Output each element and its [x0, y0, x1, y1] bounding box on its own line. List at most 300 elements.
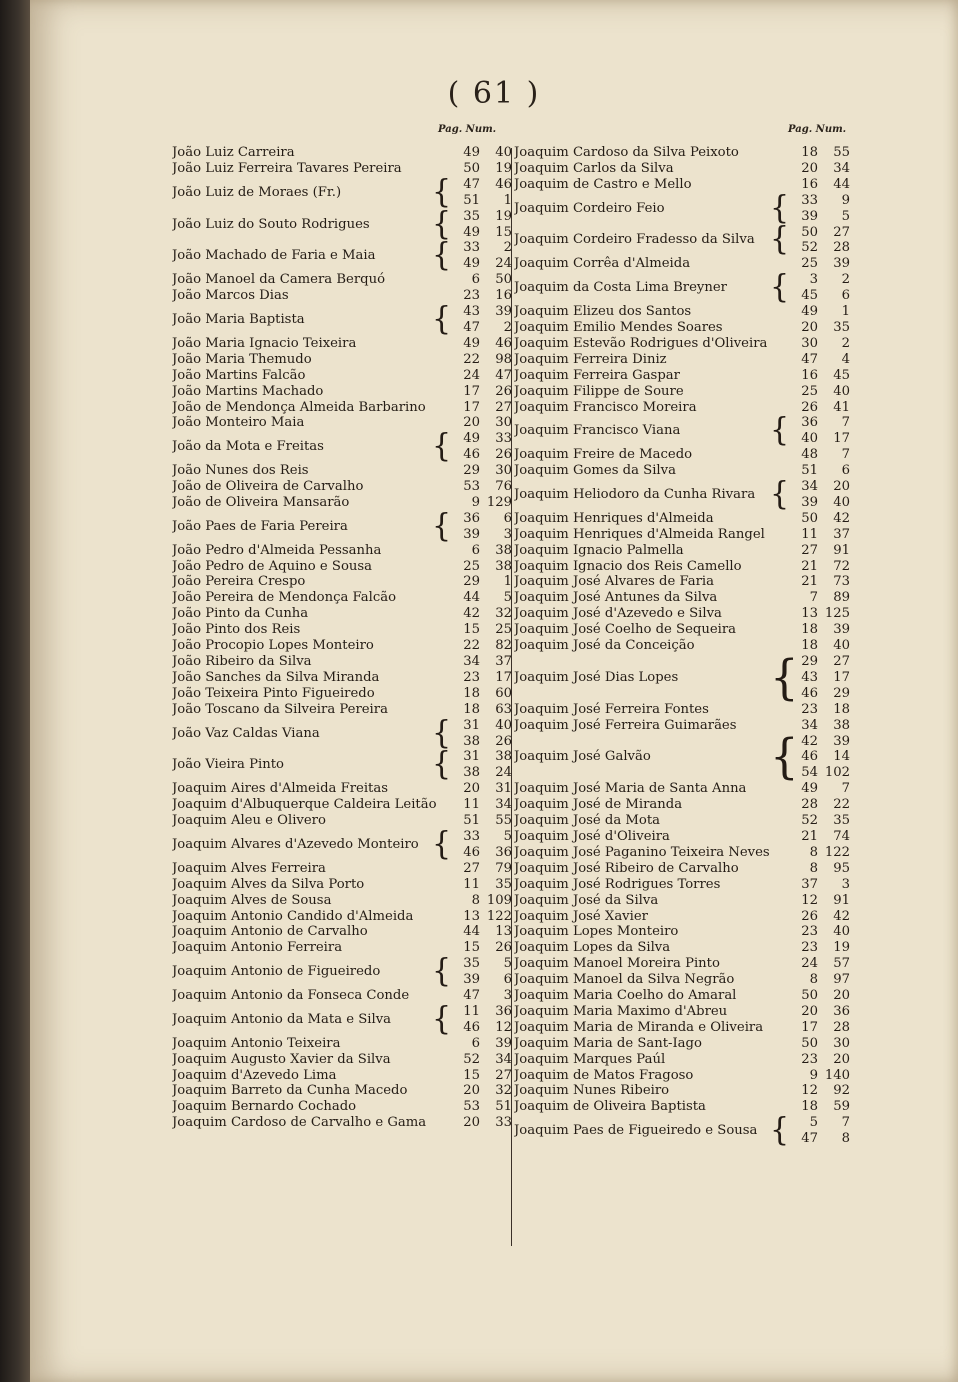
entry-name: Joaquim José d'Oliveira [514, 828, 670, 844]
number-ref: 29 [833, 685, 850, 701]
reference-pair [784, 861, 850, 877]
reference-pair [784, 940, 850, 956]
page-ref: 21 [801, 574, 818, 590]
number-ref: 39 [833, 622, 850, 638]
index-entry [514, 718, 850, 734]
entry-name: João de Oliveira de Carvalho [172, 479, 364, 495]
index-entry [514, 256, 850, 272]
reference-pair [784, 511, 850, 527]
entry-references [446, 288, 512, 304]
entry-references [446, 161, 512, 177]
entry-references [784, 1083, 850, 1099]
index-entry [172, 940, 512, 956]
index-entry [172, 877, 512, 893]
page-ref: 25 [463, 558, 480, 574]
index-entry [514, 797, 850, 813]
number-ref: 19 [495, 160, 512, 176]
entry-name: Joaquim José Galvão [514, 749, 651, 765]
number-ref: 36 [495, 1003, 512, 1019]
page-ref: 11 [801, 526, 818, 542]
entry-references [446, 877, 512, 893]
page-ref: 17 [801, 1019, 818, 1035]
page-ref: 7 [809, 590, 818, 606]
entry-references [784, 304, 850, 320]
number-ref: 5 [841, 208, 850, 224]
entry-references [784, 193, 850, 225]
number-ref: 36 [833, 1003, 850, 1019]
brace-icon: { [432, 746, 452, 784]
number-ref: 95 [833, 860, 850, 876]
entry-name: Joaquim José d'Azevedo e Silva [514, 606, 722, 622]
number-ref: 60 [495, 685, 512, 701]
page-ref: 43 [801, 669, 818, 685]
number-ref: 26 [495, 940, 512, 956]
page-ref: 49 [801, 781, 818, 797]
entry-name: Joaquim Antonio da Fonseca Conde [172, 988, 410, 1004]
entry-name: João Martins Machado [172, 383, 324, 399]
entry-name: João Toscano da Silveira Pereira [172, 701, 388, 717]
number-ref: 42 [833, 510, 850, 526]
entry-references [784, 797, 850, 813]
reference-pair [784, 161, 850, 177]
entry-references [784, 256, 850, 272]
reference-pair [446, 177, 512, 193]
page-ref: 52 [801, 240, 818, 256]
number-ref: 72 [833, 558, 850, 574]
index-entry [172, 428, 512, 466]
index-entry [172, 1052, 512, 1068]
entry-references [446, 670, 512, 686]
index-entry [514, 988, 850, 1004]
page-ref: 30 [801, 335, 818, 351]
entry-name: Joaquim José da Mota [514, 813, 661, 829]
entry-references [446, 209, 512, 241]
number-ref: 27 [495, 1067, 512, 1083]
entry-name: Joaquim de Oliveira Baptista [514, 1099, 706, 1115]
reference-pair [446, 320, 512, 336]
index-entry [514, 781, 850, 797]
entry-name: Joaquim José de Miranda [514, 797, 683, 813]
entry-references [446, 924, 512, 940]
page-ref: 33 [801, 192, 818, 208]
index-entry [514, 940, 850, 956]
index-entry [514, 1112, 850, 1150]
index-entry [514, 476, 850, 513]
entry-references [446, 909, 512, 925]
number-ref: 6 [841, 288, 850, 304]
index-entry [514, 729, 850, 785]
index-entry [172, 893, 512, 909]
page-ref: 25 [801, 383, 818, 399]
entry-name: Joaquim Antonio Candido d'Almeida [172, 908, 414, 924]
page-ref: 23 [801, 1051, 818, 1067]
number-ref: 17 [495, 669, 512, 685]
number-ref: 36 [495, 844, 512, 860]
entry-references [446, 463, 512, 479]
reference-pair [446, 511, 512, 527]
number-ref: 76 [495, 479, 512, 495]
entry-name: João Pereira de Mendonça Falcão [172, 590, 397, 606]
entry-name: João de Mendonça Almeida Barbarino [172, 399, 426, 415]
number-ref: 50 [495, 272, 512, 288]
entry-name: João Maria Themudo [172, 351, 312, 367]
number-ref: 8 [841, 1131, 850, 1147]
number-ref: 26 [495, 733, 512, 749]
page-ref: 33 [463, 240, 480, 256]
column-header-left: Pag. Num. [438, 124, 497, 135]
index-entry [514, 400, 850, 416]
entry-name: Joaquim Francisco Viana [514, 423, 681, 439]
number-ref: 40 [495, 717, 512, 733]
entry-references [446, 272, 512, 288]
entry-references [446, 574, 512, 590]
entry-name: Joaquim Maria de Miranda e Oliveira [514, 1019, 764, 1035]
page-ref: 51 [801, 463, 818, 479]
number-ref: 98 [495, 351, 512, 367]
number-ref: 3 [841, 876, 850, 892]
entry-name: João Monteiro Maia [172, 415, 305, 431]
index-entry [514, 447, 850, 463]
entry-references [446, 304, 512, 336]
number-ref: 13 [495, 924, 512, 940]
number-ref: 35 [495, 876, 512, 892]
entry-name: João Vaz Caldas Viana [172, 725, 320, 741]
number-ref: 97 [833, 972, 850, 988]
index-entry [172, 507, 512, 545]
page-ref: 18 [463, 701, 480, 717]
index-entry [172, 288, 512, 304]
entry-name: Joaquim Manoel da Silva Negrão [514, 972, 735, 988]
index-entry [172, 1083, 512, 1099]
number-ref: 44 [833, 176, 850, 192]
number-ref: 1 [841, 304, 850, 320]
entry-references [446, 1036, 512, 1052]
entry-references [446, 956, 512, 988]
reference-pair [446, 1004, 512, 1020]
reference-pair [446, 225, 512, 241]
page-ref: 6 [471, 542, 480, 558]
page-ref: 20 [463, 415, 480, 431]
number-ref: 2 [841, 272, 850, 288]
index-entry [172, 145, 512, 161]
brace-icon: { [770, 269, 790, 307]
page-ref: 27 [801, 542, 818, 558]
reference-pair [784, 1115, 850, 1131]
reference-pair [784, 559, 850, 575]
entry-references [784, 956, 850, 972]
number-ref: 20 [833, 1051, 850, 1067]
entry-references [446, 590, 512, 606]
entry-references [446, 431, 512, 463]
reference-pair [784, 956, 850, 972]
entry-name: Joaquim Corrêa d'Almeida [514, 256, 691, 272]
number-ref: 7 [841, 415, 850, 431]
number-ref: 125 [824, 606, 850, 622]
page-ref: 35 [463, 208, 480, 224]
page-ref: 24 [463, 367, 480, 383]
reference-pair [784, 829, 850, 845]
entry-name: Joaquim Maria Maximo d'Abreu [514, 1003, 728, 1019]
number-ref: 5 [503, 828, 512, 844]
entry-references [784, 893, 850, 909]
reference-pair [784, 590, 850, 606]
entry-references [446, 702, 512, 718]
entry-name: João Nunes dos Reis [172, 463, 309, 479]
reference-pair [446, 240, 512, 256]
page-ref: 46 [801, 685, 818, 701]
number-ref: 109 [486, 892, 512, 908]
page-ref: 50 [801, 510, 818, 526]
index-entry [172, 797, 512, 813]
reference-pair [784, 877, 850, 893]
page-ref: 22 [463, 351, 480, 367]
index-entry [514, 829, 850, 845]
reference-pair [446, 1036, 512, 1052]
index-entry [514, 574, 850, 590]
entry-name: Joaquim Gomes da Silva [514, 463, 676, 479]
index-entry [172, 463, 512, 479]
page-ref: 18 [801, 638, 818, 654]
reference-pair [784, 1036, 850, 1052]
index-entry [514, 924, 850, 940]
entry-name: Joaquim Paes de Figueiredo e Sousa [514, 1123, 758, 1139]
number-ref: 51 [495, 1099, 512, 1115]
entry-name: Joaquim de Castro e Mello [514, 176, 692, 192]
page-ref: 49 [463, 431, 480, 447]
index-entry [172, 495, 512, 511]
page-ref: 45 [801, 288, 818, 304]
entry-name: Joaquim José Dias Lopes [514, 669, 679, 685]
page-ref: 42 [801, 733, 818, 749]
reference-pair [784, 845, 850, 861]
entry-references [784, 606, 850, 622]
reference-pair [784, 797, 850, 813]
page-ref: 26 [801, 908, 818, 924]
entry-references [784, 574, 850, 590]
index-entry [172, 479, 512, 495]
entry-name: João Paes de Faria Pereira [172, 518, 348, 534]
entry-references [446, 813, 512, 829]
reference-pair [784, 1131, 850, 1147]
page-ref: 51 [463, 813, 480, 829]
page-ref: 47 [463, 988, 480, 1004]
entry-name: Joaquim Heliodoro da Cunha Rivara [514, 486, 756, 502]
entry-references [784, 527, 850, 543]
entry-references [446, 861, 512, 877]
page-ref: 23 [463, 288, 480, 304]
entry-references [446, 1099, 512, 1115]
index-entry [172, 352, 512, 368]
page-ref: 21 [801, 558, 818, 574]
reference-pair [784, 240, 850, 256]
index-entry [514, 1083, 850, 1099]
page-ref: 49 [463, 224, 480, 240]
reference-pair [784, 1099, 850, 1115]
page-ref: 46 [801, 749, 818, 765]
reference-pair [446, 924, 512, 940]
index-entry [514, 559, 850, 575]
number-ref: 32 [495, 606, 512, 622]
index-entry [172, 1099, 512, 1115]
number-ref: 39 [495, 1035, 512, 1051]
number-ref: 39 [495, 304, 512, 320]
number-ref: 22 [833, 797, 850, 813]
page-ref: 50 [801, 988, 818, 1004]
index-entry [514, 813, 850, 829]
index-entry [514, 221, 850, 259]
page-ref: 17 [463, 399, 480, 415]
entry-name: João Marcos Dias [172, 288, 289, 304]
reference-pair [446, 527, 512, 543]
index-entry [514, 1020, 850, 1036]
index-entry [514, 161, 850, 177]
entry-references [446, 654, 512, 670]
entry-name: Joaquim Freire de Macedo [514, 447, 693, 463]
reference-pair [446, 813, 512, 829]
brace-icon: { [770, 221, 790, 259]
page-ref: 42 [463, 606, 480, 622]
number-ref: 46 [495, 176, 512, 192]
number-ref: 34 [495, 1051, 512, 1067]
entry-references [446, 479, 512, 495]
entry-name: Joaquim Estevão Rodrigues d'Oliveira [514, 335, 768, 351]
entry-references [446, 1083, 512, 1099]
number-ref: 16 [495, 288, 512, 304]
brace-icon: { [770, 729, 799, 785]
reference-pair [446, 861, 512, 877]
number-ref: 2 [503, 240, 512, 256]
number-ref: 30 [495, 463, 512, 479]
index-entry [172, 1000, 512, 1038]
entry-name: João Luiz Ferreira Tavares Pereira [172, 160, 402, 176]
brace-icon: { [432, 825, 452, 863]
page-ref: 47 [801, 1131, 818, 1147]
entry-references [446, 606, 512, 622]
page-ref: 8 [471, 892, 480, 908]
index-entry [514, 304, 850, 320]
index-entry [514, 1052, 850, 1068]
entry-references [784, 845, 850, 861]
index-column-left [172, 145, 512, 1131]
entry-name: Joaquim Carlos da Silva [514, 160, 674, 176]
index-column-right [514, 145, 850, 1150]
index-entry [514, 511, 850, 527]
entry-name: Joaquim Alves da Silva Porto [172, 876, 365, 892]
number-ref: 34 [495, 797, 512, 813]
index-entry [172, 702, 512, 718]
entry-name: João Pinto da Cunha [172, 606, 309, 622]
entry-name: Joaquim José Alvares de Faria [514, 574, 714, 590]
index-entry [172, 1115, 512, 1131]
page-ref: 8 [809, 844, 818, 860]
entry-references [446, 686, 512, 702]
entry-name: João Sanches da Silva Miranda [172, 669, 380, 685]
entry-references [784, 877, 850, 893]
index-entry [172, 781, 512, 797]
entry-name: João Luiz de Moraes (Fr.) [172, 184, 342, 200]
reference-pair [446, 495, 512, 511]
page-ref: 22 [463, 638, 480, 654]
number-ref: 28 [833, 240, 850, 256]
number-ref: 17 [833, 431, 850, 447]
reference-pair [446, 606, 512, 622]
entry-references [784, 463, 850, 479]
entry-name: Joaquim José Antunes da Silva [514, 590, 718, 606]
reference-pair [446, 1099, 512, 1115]
reference-pair [784, 495, 850, 511]
number-ref: 12 [495, 1019, 512, 1035]
index-entry [514, 463, 850, 479]
reference-pair [784, 177, 850, 193]
page-ref: 54 [801, 765, 818, 781]
index-entry [514, 861, 850, 877]
entry-references [784, 813, 850, 829]
entry-references [784, 1099, 850, 1115]
entry-references [784, 559, 850, 575]
reference-pair [784, 256, 850, 272]
reference-pair [446, 559, 512, 575]
reference-pair [446, 384, 512, 400]
page-ref: 34 [801, 479, 818, 495]
entry-name: Joaquim José Ferreira Fontes [514, 701, 709, 717]
entry-name: Joaquim Emilio Mendes Soares [514, 319, 723, 335]
page-ref: 27 [463, 860, 480, 876]
entry-name: Joaquim Bernardo Cochado [172, 1099, 357, 1115]
reference-pair [446, 702, 512, 718]
entry-references [784, 368, 850, 384]
reference-pair [784, 527, 850, 543]
entry-name: João Martins Falcão [172, 367, 306, 383]
page-ref: 43 [463, 304, 480, 320]
entry-references [784, 320, 850, 336]
number-ref: 37 [833, 526, 850, 542]
index-entry [172, 384, 512, 400]
reference-pair [784, 320, 850, 336]
reference-pair [446, 415, 512, 431]
entry-name: João Machado de Faria e Maia [172, 248, 376, 264]
reference-pair [784, 1020, 850, 1036]
number-ref: 32 [495, 1083, 512, 1099]
page-ref: 21 [801, 828, 818, 844]
page-ref: 34 [463, 654, 480, 669]
page-ref: 37 [801, 876, 818, 892]
number-ref: 122 [486, 908, 512, 924]
page-ref: 47 [463, 319, 480, 335]
entry-name: Joaquim Manoel Moreira Pinto [514, 956, 720, 972]
index-entry [514, 702, 850, 718]
index-entry [514, 189, 850, 227]
entry-name: Joaquim José Rodrigues Torres [514, 876, 721, 892]
index-entry [172, 205, 512, 243]
reference-pair [446, 1052, 512, 1068]
entry-references [446, 559, 512, 575]
page-ref: 53 [463, 1099, 480, 1115]
number-ref: 38 [495, 542, 512, 558]
number-ref: 30 [495, 415, 512, 431]
entry-name: Joaquim Filippe de Soure [514, 383, 684, 399]
index-entry [172, 825, 512, 863]
number-ref: 4 [841, 351, 850, 367]
reference-pair [446, 193, 512, 209]
number-ref: 35 [833, 813, 850, 829]
entry-references [446, 940, 512, 956]
entry-references [784, 1052, 850, 1068]
brace-icon: { [432, 714, 452, 752]
entry-references [784, 272, 850, 304]
entry-references [784, 1020, 850, 1036]
entry-name: Joaquim da Costa Lima Breyner [514, 280, 727, 296]
number-ref: 24 [495, 765, 512, 781]
